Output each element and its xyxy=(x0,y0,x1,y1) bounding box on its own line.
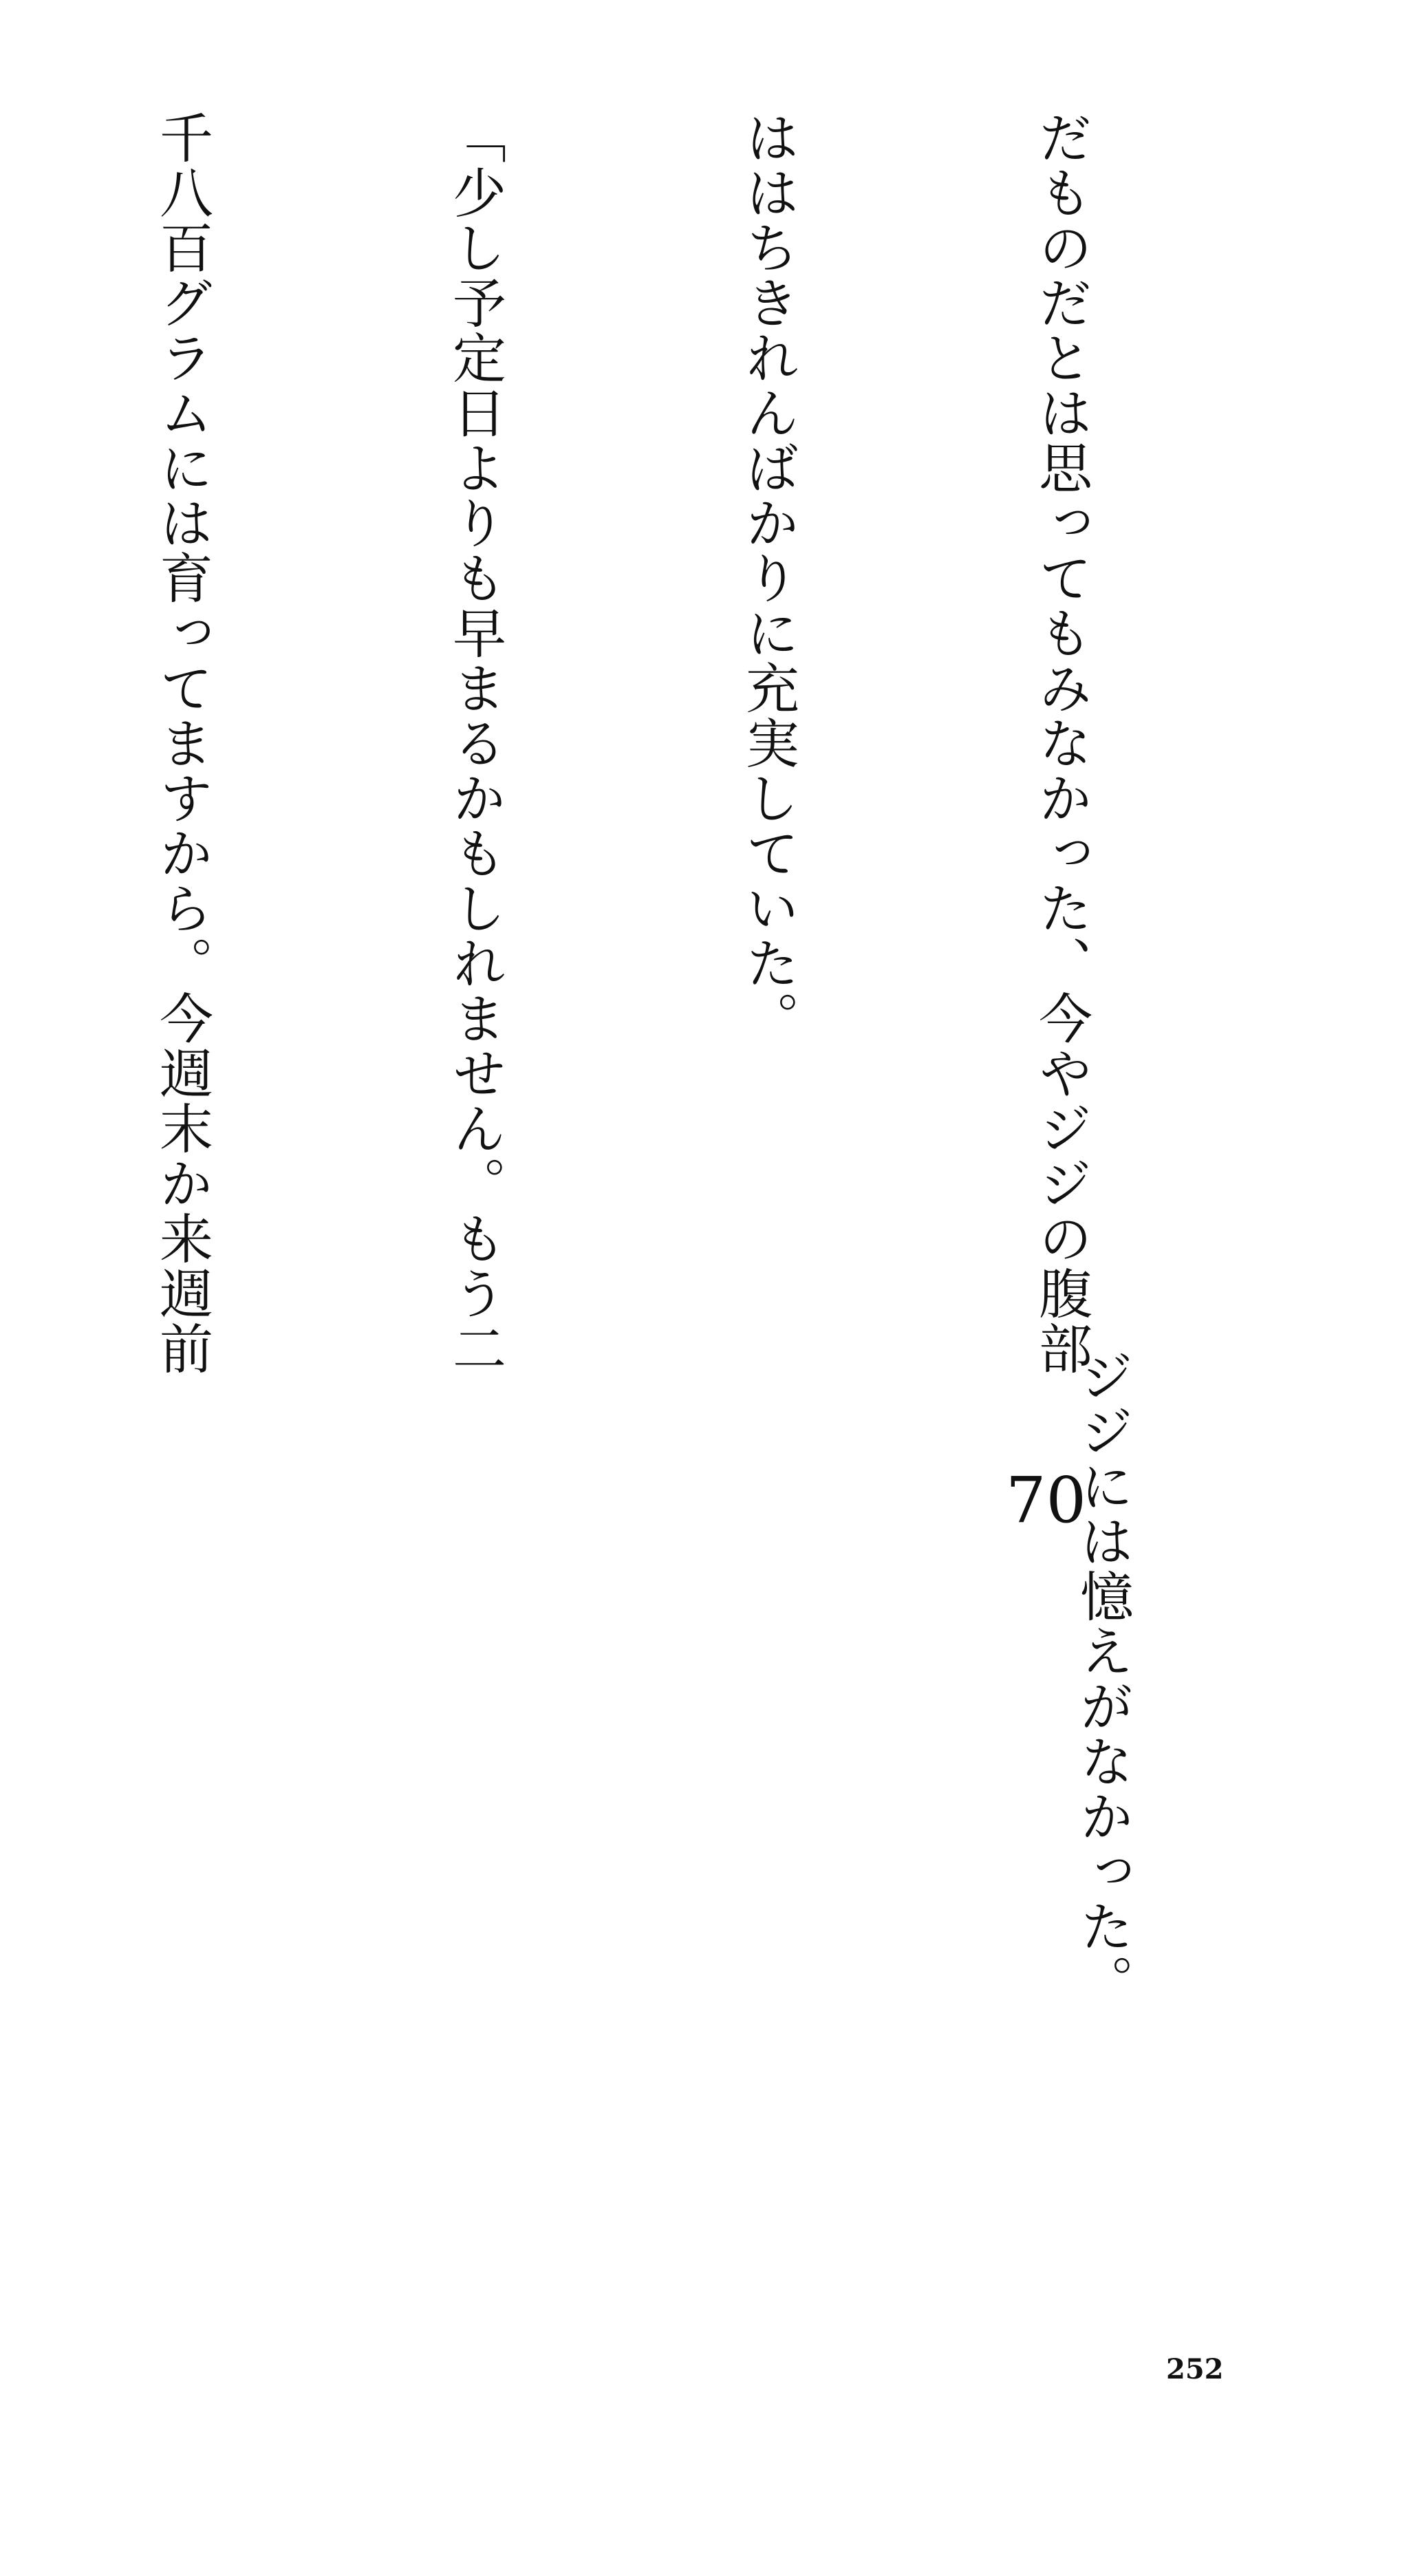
text-column: ジジには憶えがなかった。 xyxy=(1071,1294,1133,2009)
page-number: 252 xyxy=(1166,2353,1224,2385)
text-column xyxy=(467,1294,565,2449)
text-column: 千八百グラムには育ってますから。今週末か来週前 xyxy=(151,110,213,1376)
lower-text-block xyxy=(0,1294,1346,2449)
text-column xyxy=(174,1294,272,2449)
section-number: 70 xyxy=(1006,1463,1087,1537)
text-column: 「少し予定日よりも早まるかもしれません。もう二 xyxy=(444,110,506,1376)
text-column: だものだとは思ってもみなかった、今やジジの腹部 xyxy=(1030,110,1092,1376)
text-column: ははちきれんばかりに充実していた。 xyxy=(737,110,799,1046)
text-column xyxy=(760,1294,858,2449)
upper-text-block xyxy=(0,110,1305,1376)
